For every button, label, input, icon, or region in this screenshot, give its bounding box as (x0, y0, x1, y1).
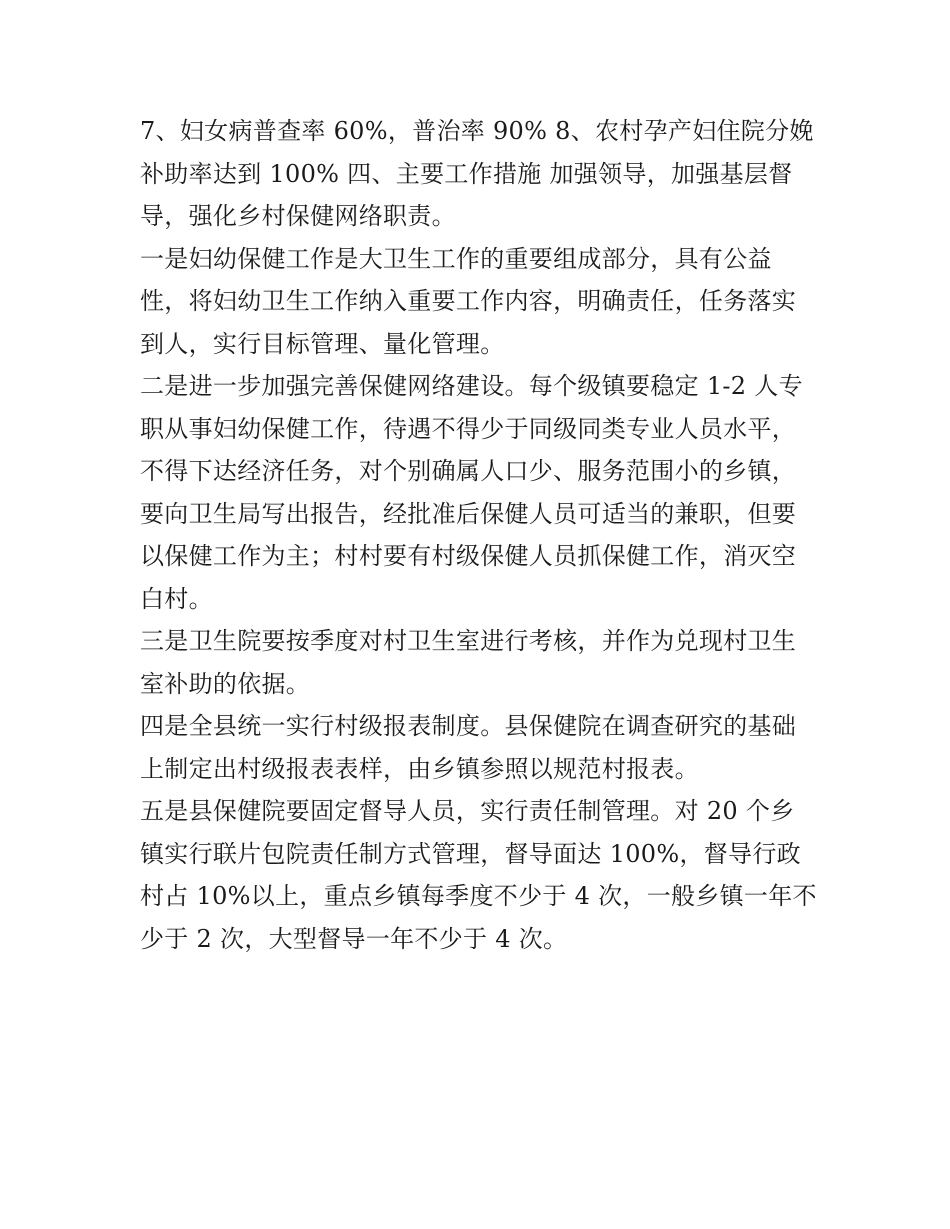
paragraph-measure-1: 一是妇幼保健工作是大卫生工作的重要组成部分，具有公益 性，将妇幼卫生工作纳入重要工作内容，明确责任，任务落实 到人，实行目标管理、量化管理。 (140, 244, 797, 358)
document-body (140, 110, 820, 960)
paragraph-targets: 7、妇女病普查率 60%，普治率 90% 8、农村孕产妇住院分娩 补助率达到 100% 四、主要工作措施 加强领导，加强基层督 导，强化乡村保健网络职责。 (140, 117, 814, 230)
paragraph-measure-4: 四是全县统一实行村级报表制度。县保健院在调查研究的基础 上制定出村级报表表样，由乡镇参照以规范村报表。 (140, 712, 797, 783)
paragraph-measure-5: 五是县保健院要固定督导人员，实行责任制管理。对 20 个乡 镇实行联片包院责任制方式管理，督导面达 100%，督导行政 村占 10%以上，重点乡镇每季度不少于 4 次，一般乡镇一年不 少于 2 次，大型督导一年不少于 4 次。 (140, 797, 817, 953)
paragraph-measure-3: 三是卫生院要按季度对村卫生室进行考核，并作为兑现村卫生 室补助的依据。 (140, 627, 797, 698)
paragraph-measure-2: 二是进一步加强完善保健网络建设。每个级镇要稳定 1-2 人专 职从事妇幼保健工作，待遇不得少于同级同类专业人员水平， 不得下达经济任务，对个别确属人口少、服务范围小的乡镇， 要向卫生局写出报告，经批准后保健人员可适当的兼职，但要 以保健工作为主；村村要有村级保健人员抓保健工作，消灭空 白村。 (140, 372, 803, 613)
